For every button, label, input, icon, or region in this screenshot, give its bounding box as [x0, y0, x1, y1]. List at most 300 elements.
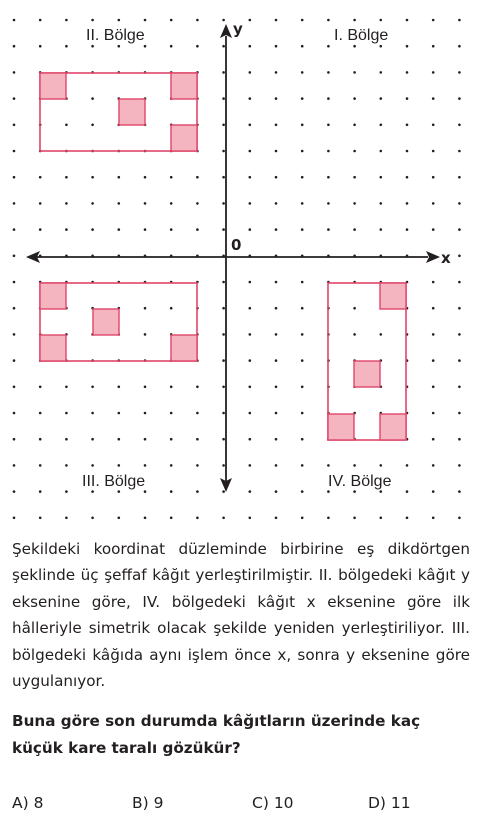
- grid-dot: [432, 307, 435, 310]
- grid-dot: [39, 386, 42, 389]
- grid-dot: [249, 281, 252, 284]
- shaded-square: [171, 125, 197, 151]
- grid-dot: [249, 124, 252, 127]
- grid-dot: [13, 359, 16, 362]
- paper-region-4: [328, 283, 406, 440]
- grid-dot: [432, 150, 435, 153]
- grid-dot: [458, 412, 461, 415]
- grid-dot: [222, 307, 225, 310]
- grid-dot: [118, 412, 121, 415]
- paper-region-3: [40, 283, 197, 361]
- grid-dot: [196, 176, 199, 179]
- grid-dot: [222, 228, 225, 231]
- grid-dot: [13, 255, 16, 258]
- grid-dot: [13, 438, 16, 441]
- grid-dot: [458, 517, 461, 520]
- grid-dot: [275, 228, 278, 231]
- grid-dot: [249, 71, 252, 74]
- grid-dot: [170, 517, 173, 520]
- grid-dot: [275, 386, 278, 389]
- grid-dot: [249, 464, 252, 467]
- grid-dot: [13, 517, 16, 520]
- grid-dot: [249, 19, 252, 22]
- grid-dot: [353, 45, 356, 48]
- grid-dot: [458, 464, 461, 467]
- grid-dot: [432, 45, 435, 48]
- grid-dot: [222, 176, 225, 179]
- grid-dot: [432, 359, 435, 362]
- grid-dot: [406, 124, 409, 127]
- grid-dot: [406, 97, 409, 100]
- grid-dot: [91, 517, 94, 520]
- grid-dot: [458, 281, 461, 284]
- grid-dot: [13, 19, 16, 22]
- grid-dot: [118, 490, 121, 493]
- grid-dot: [222, 517, 225, 520]
- grid-dot: [458, 45, 461, 48]
- grid-dot: [39, 517, 42, 520]
- grid-dot: [301, 176, 304, 179]
- grid-dot: [13, 45, 16, 48]
- shaded-square: [171, 335, 197, 361]
- grid-dot: [196, 412, 199, 415]
- paper-region-2: [40, 73, 197, 151]
- grid-dot: [65, 124, 68, 127]
- grid-dot: [144, 490, 147, 493]
- grid-dot: [222, 333, 225, 336]
- grid-dot: [275, 71, 278, 74]
- grid-dot: [13, 464, 16, 467]
- grid-dot: [275, 202, 278, 205]
- grid-dot: [301, 517, 304, 520]
- grid-dot: [249, 150, 252, 153]
- grid-dot: [458, 333, 461, 336]
- region-2-label: II. Bölge: [86, 27, 145, 44]
- grid-dot: [65, 19, 68, 22]
- grid-dot: [380, 176, 383, 179]
- grid-dot: [144, 333, 147, 336]
- grid-dot: [222, 97, 225, 100]
- grid-dot: [170, 438, 173, 441]
- grid-dot: [222, 281, 225, 284]
- grid-dot: [249, 359, 252, 362]
- grid-dot: [144, 228, 147, 231]
- option-letter: C): [252, 794, 269, 812]
- grid-dot: [118, 386, 121, 389]
- x-axis-arrow-right: [426, 251, 440, 263]
- grid-dot: [249, 45, 252, 48]
- grid-dot: [406, 71, 409, 74]
- grid-dot: [301, 45, 304, 48]
- grid-dot: [91, 386, 94, 389]
- grid-dot: [144, 19, 147, 22]
- grid-dot: [222, 45, 225, 48]
- grid-dot: [39, 19, 42, 22]
- grid-dot: [249, 490, 252, 493]
- grid-dot: [196, 202, 199, 205]
- grid-dot: [380, 464, 383, 467]
- grid-dot: [406, 517, 409, 520]
- grid-dot: [432, 71, 435, 74]
- grid-dot: [353, 19, 356, 22]
- grid-dot: [275, 307, 278, 310]
- grid-dot: [170, 412, 173, 415]
- grid-dot: [118, 176, 121, 179]
- grid-dot: [170, 45, 173, 48]
- grid-dot: [301, 281, 304, 284]
- grid-dot: [327, 45, 330, 48]
- grid-dot: [91, 45, 94, 48]
- option-value: 9: [153, 794, 164, 812]
- grid-dot: [380, 517, 383, 520]
- x-axis-label: x: [441, 249, 451, 267]
- grid-dot: [222, 124, 225, 127]
- grid-dot: [65, 202, 68, 205]
- grid-dot: [249, 228, 252, 231]
- grid-dot: [353, 124, 356, 127]
- grid-dot: [39, 464, 42, 467]
- grid-dot: [380, 228, 383, 231]
- grid-dot: [327, 517, 330, 520]
- grid-dot: [353, 517, 356, 520]
- grid-dot: [65, 228, 68, 231]
- grid-dot: [353, 176, 356, 179]
- grid-dot: [13, 281, 16, 284]
- grid-dot: [65, 412, 68, 415]
- grid-dot: [222, 359, 225, 362]
- shaded-square: [119, 99, 145, 125]
- grid-dot: [301, 97, 304, 100]
- grid-dot: [327, 490, 330, 493]
- grid-dot: [144, 45, 147, 48]
- grid-dot: [91, 19, 94, 22]
- grid-dot: [432, 176, 435, 179]
- grid-dot: [13, 490, 16, 493]
- grid-dot: [13, 124, 16, 127]
- grid-dot: [432, 228, 435, 231]
- grid-dot: [380, 150, 383, 153]
- grid-dot: [406, 19, 409, 22]
- grid-dot: [458, 97, 461, 100]
- grid-dot: [432, 438, 435, 441]
- grid-dot: [249, 97, 252, 100]
- shaded-square: [380, 283, 406, 309]
- grid-dot: [196, 490, 199, 493]
- grid-dot: [91, 490, 94, 493]
- grid-dot: [13, 97, 16, 100]
- grid-dot: [275, 517, 278, 520]
- region-1-label: I. Bölge: [334, 27, 389, 44]
- grid-dot: [144, 438, 147, 441]
- grid-dot: [327, 464, 330, 467]
- grid-dot: [353, 228, 356, 231]
- question-prompt: Buna göre son durumda kâğıtların üzerinde kaç küçük kare taralı gözükür?: [12, 712, 421, 757]
- grid-dot: [327, 19, 330, 22]
- grid-dot: [275, 150, 278, 153]
- grid-dot: [353, 464, 356, 467]
- grid-dot: [327, 124, 330, 127]
- grid-dot: [118, 45, 121, 48]
- grid-dot: [249, 307, 252, 310]
- grid-dot: [458, 124, 461, 127]
- grid-dot: [353, 202, 356, 205]
- grid-dot: [13, 150, 16, 153]
- grid-dot: [39, 490, 42, 493]
- grid-dot: [458, 150, 461, 153]
- option-value: 8: [33, 794, 44, 812]
- region-3-label: III. Bölge: [82, 473, 146, 490]
- grid-dot: [91, 97, 94, 100]
- shaded-square: [328, 414, 354, 440]
- shaded-square: [171, 73, 197, 99]
- grid-dot: [380, 19, 383, 22]
- grid-dot: [301, 386, 304, 389]
- grid-dot: [432, 412, 435, 415]
- grid-dot: [380, 490, 383, 493]
- grid-dot: [275, 438, 278, 441]
- shaded-square: [40, 335, 66, 361]
- answer-options: [12, 794, 472, 818]
- grid-dot: [458, 386, 461, 389]
- grid-dot: [458, 438, 461, 441]
- grid-dot: [353, 71, 356, 74]
- grid-dot: [170, 19, 173, 22]
- grid-dot: [458, 19, 461, 22]
- grid-dot: [39, 202, 42, 205]
- grid-dot: [144, 412, 147, 415]
- grid-dot: [13, 333, 16, 336]
- grid-dot: [91, 202, 94, 205]
- grid-dot: [458, 228, 461, 231]
- grid-dot: [380, 97, 383, 100]
- grid-dot: [432, 124, 435, 127]
- grid-dot: [249, 202, 252, 205]
- dot-grid: [13, 19, 461, 519]
- grid-dot: [91, 176, 94, 179]
- grid-dot: [13, 176, 16, 179]
- grid-dot: [196, 517, 199, 520]
- grid-dot: [275, 45, 278, 48]
- grid-dot: [406, 150, 409, 153]
- grid-dot: [458, 307, 461, 310]
- grid-dot: [380, 202, 383, 205]
- grid-dot: [13, 71, 16, 74]
- region-4-label: IV. Bölge: [328, 473, 392, 490]
- grid-dot: [327, 228, 330, 231]
- grid-dot: [301, 464, 304, 467]
- grid-dot: [275, 97, 278, 100]
- grid-dot: [144, 307, 147, 310]
- grid-dot: [39, 45, 42, 48]
- grid-dot: [65, 464, 68, 467]
- grid-dot: [249, 438, 252, 441]
- grid-dot: [301, 71, 304, 74]
- option-c[interactable]: [252, 794, 294, 812]
- grid-dot: [275, 333, 278, 336]
- grid-dot: [118, 228, 121, 231]
- grid-dot: [327, 71, 330, 74]
- shaded-square: [40, 283, 66, 309]
- grid-dot: [458, 176, 461, 179]
- grid-dot: [353, 97, 356, 100]
- grid-dot: [222, 464, 225, 467]
- grid-dot: [275, 464, 278, 467]
- grid-dot: [170, 202, 173, 205]
- grid-dot: [458, 255, 461, 258]
- y-axis-label: y: [233, 20, 243, 38]
- grid-dot: [301, 412, 304, 415]
- grid-dot: [39, 176, 42, 179]
- grid-dot: [144, 386, 147, 389]
- grid-dot: [170, 464, 173, 467]
- option-value: 10: [273, 794, 294, 812]
- grid-dot: [432, 333, 435, 336]
- grid-dot: [170, 490, 173, 493]
- grid-dot: [432, 97, 435, 100]
- grid-dot: [458, 71, 461, 74]
- grid-dot: [275, 359, 278, 362]
- grid-dot: [406, 228, 409, 231]
- grid-dot: [301, 333, 304, 336]
- grid-dot: [301, 307, 304, 310]
- grid-dot: [432, 202, 435, 205]
- grid-dot: [196, 45, 199, 48]
- grid-dot: [222, 150, 225, 153]
- grid-dot: [327, 150, 330, 153]
- grid-dot: [144, 202, 147, 205]
- origin-label: 0: [231, 236, 242, 254]
- option-d[interactable]: [368, 794, 411, 812]
- grid-dot: [249, 412, 252, 415]
- grid-dot: [275, 412, 278, 415]
- grid-dot: [327, 176, 330, 179]
- grid-dot: [118, 438, 121, 441]
- grid-dot: [249, 517, 252, 520]
- grid-dot: [458, 202, 461, 205]
- grid-dot: [432, 281, 435, 284]
- grid-dot: [65, 490, 68, 493]
- grid-dot: [327, 202, 330, 205]
- option-b[interactable]: [132, 794, 164, 812]
- grid-dot: [380, 45, 383, 48]
- grid-dot: [91, 228, 94, 231]
- option-a[interactable]: [12, 794, 43, 812]
- grid-dot: [170, 307, 173, 310]
- y-axis-arrow-up: [220, 24, 232, 38]
- grid-dot: [275, 490, 278, 493]
- grid-dot: [118, 464, 121, 467]
- grid-dot: [432, 386, 435, 389]
- grid-dot: [353, 307, 356, 310]
- grid-dot: [301, 150, 304, 153]
- question-block: [12, 536, 470, 761]
- grid-dot: [118, 19, 121, 22]
- shaded-square: [354, 361, 380, 387]
- grid-dot: [144, 517, 147, 520]
- grid-dot: [39, 412, 42, 415]
- grid-dot: [65, 176, 68, 179]
- grid-dot: [222, 438, 225, 441]
- grid-dot: [406, 176, 409, 179]
- grid-dot: [196, 438, 199, 441]
- grid-dot: [380, 333, 383, 336]
- grid-dot: [222, 386, 225, 389]
- grid-dot: [406, 464, 409, 467]
- grid-dot: [458, 490, 461, 493]
- grid-dot: [380, 71, 383, 74]
- shaded-square: [380, 414, 406, 440]
- grid-dot: [196, 386, 199, 389]
- grid-dot: [406, 45, 409, 48]
- grid-dot: [91, 412, 94, 415]
- grid-dot: [144, 176, 147, 179]
- option-value: 11: [390, 794, 411, 812]
- grid-dot: [432, 490, 435, 493]
- grid-dot: [91, 438, 94, 441]
- option-letter: D): [368, 794, 386, 812]
- grid-dot: [170, 386, 173, 389]
- grid-dot: [275, 124, 278, 127]
- grid-dot: [13, 412, 16, 415]
- grid-dot: [275, 176, 278, 179]
- grid-dot: [353, 490, 356, 493]
- grid-dot: [91, 124, 94, 127]
- grid-dot: [222, 19, 225, 22]
- grid-dot: [65, 438, 68, 441]
- shaded-square: [93, 309, 119, 335]
- grid-dot: [432, 464, 435, 467]
- grid-dot: [196, 464, 199, 467]
- grid-dot: [170, 176, 173, 179]
- grid-dot: [301, 490, 304, 493]
- grid-dot: [196, 19, 199, 22]
- grid-dot: [222, 71, 225, 74]
- grid-dot: [353, 150, 356, 153]
- grid-dot: [432, 517, 435, 520]
- option-letter: B): [132, 794, 149, 812]
- grid-dot: [380, 124, 383, 127]
- grid-dot: [458, 359, 461, 362]
- grid-dot: [222, 412, 225, 415]
- grid-dot: [432, 19, 435, 22]
- grid-dot: [13, 386, 16, 389]
- grid-dot: [170, 228, 173, 231]
- grid-dot: [275, 281, 278, 284]
- grid-dot: [406, 490, 409, 493]
- grid-dot: [13, 202, 16, 205]
- grid-dot: [249, 176, 252, 179]
- grid-dot: [301, 359, 304, 362]
- grid-dot: [222, 202, 225, 205]
- grid-dot: [406, 202, 409, 205]
- question-paragraph: Şekildeki koordinat düzleminde birbirine eş dikdörtgen şeklinde üç şeffaf kâğıt yerleştirilmiştir. II. bölgedeki kâğıt y eksenine göre, IV. bölgedeki kâğıt x eksenine göre ilk hâlleriyle simetrik olacak şekilde yeniden yerleştiriliyor. III. bölgedeki kâğıda aynı işlem önce x, sonra y eksenine göre uygulanıyor.: [12, 540, 470, 691]
- option-letter: A): [12, 794, 29, 812]
- grid-dot: [301, 124, 304, 127]
- grid-dot: [249, 333, 252, 336]
- grid-dot: [249, 386, 252, 389]
- grid-dot: [65, 386, 68, 389]
- grid-dot: [65, 45, 68, 48]
- grid-dot: [13, 307, 16, 310]
- shaded-square: [40, 73, 66, 99]
- grid-dot: [327, 97, 330, 100]
- grid-dot: [118, 202, 121, 205]
- grid-dot: [144, 464, 147, 467]
- grid-dot: [39, 438, 42, 441]
- grid-dot: [13, 228, 16, 231]
- grid-dot: [118, 517, 121, 520]
- grid-dot: [301, 438, 304, 441]
